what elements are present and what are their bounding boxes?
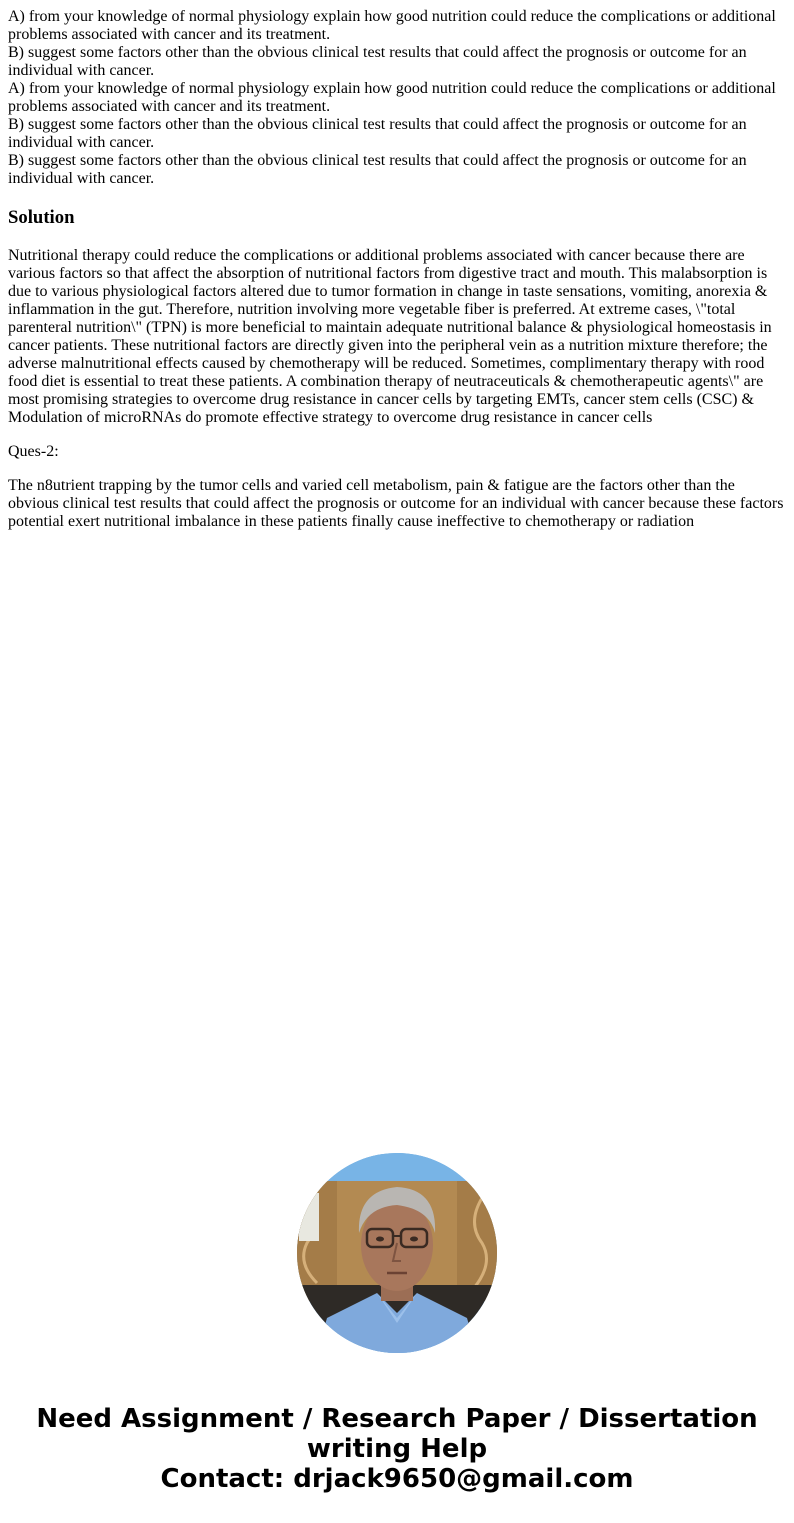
question-line: B) suggest some factors other than the obvious clinical test results that could affect the prognosis or outcome for an individual with cancer.: [8, 116, 747, 151]
solution-heading: Solution: [8, 207, 75, 228]
ques2-label: Ques-2:: [8, 443, 59, 460]
solution-paragraph-1: Nutritional therapy could reduce the complications or additional problems associated with cancer because there are various factors so that affect the absorption of nutritional factors from digestive tract and mouth. This malabsorption is due to various physiological factors altered due to tumor formation in change in taste sensations, vomiting, anorexia & inflammation in the gut. Therefore, nutrition involving more vegetable fiber is preferred. At extreme cases, \"total parenteral nutrition\" (TPN) is more beneficial to maintain adequate nutritional balance & physiological homeostasis in cancer patients. These nutritional factors are directly given into the peripheral vein as a nutrition mixture therefore; the adverse malnutritional effects caused by chemotherapy will be reduced. Sometimes, complimentary therapy with rood food diet is essential to treat these patients. A combination therapy of neutraceuticals & chemotherapeutic agents\" are most promising strategies to overcome drug resistance in cancer cells by targeting EMTs, cancer stem cells (CSC) & Modulation of microRNAs do promote effective strategy to overcome drug resistance in cancer cells: [8, 247, 772, 426]
question-block: [8, 8, 786, 188]
promo-banner: [0, 1404, 794, 1494]
author-avatar: [297, 1153, 497, 1353]
question-line: A) from your knowledge of normal physiology explain how good nutrition could reduce the complications or additional problems associated with cancer and its treatment.: [8, 80, 776, 115]
promo-line-1: Need Assignment / Research Paper / Dissertation: [36, 1404, 758, 1434]
promo-line-2: writing Help: [306, 1434, 488, 1464]
promo-contact: Contact: drjack9650@gmail.com: [160, 1464, 634, 1494]
question-line: B) suggest some factors other than the obvious clinical test results that could affect the prognosis or outcome for an individual with cancer.: [8, 152, 747, 187]
question-line: A) from your knowledge of normal physiology explain how good nutrition could reduce the complications or additional problems associated with cancer and its treatment.: [8, 8, 776, 43]
solution-paragraph-2: The n8utrient trapping by the tumor cells and varied cell metabolism, pain & fatigue are the factors other than the obvious clinical test results that could affect the prognosis or outcome for an individual with cancer because these factors potential exert nutritional imbalance in these patients finally cause ineffective to chemotherapy or radiation: [8, 477, 784, 530]
portrait-photo-icon: [297, 1153, 497, 1353]
document-body: [8, 8, 786, 547]
question-line: B) suggest some factors other than the obvious clinical test results that could affect the prognosis or outcome for an individual with cancer.: [8, 44, 747, 79]
